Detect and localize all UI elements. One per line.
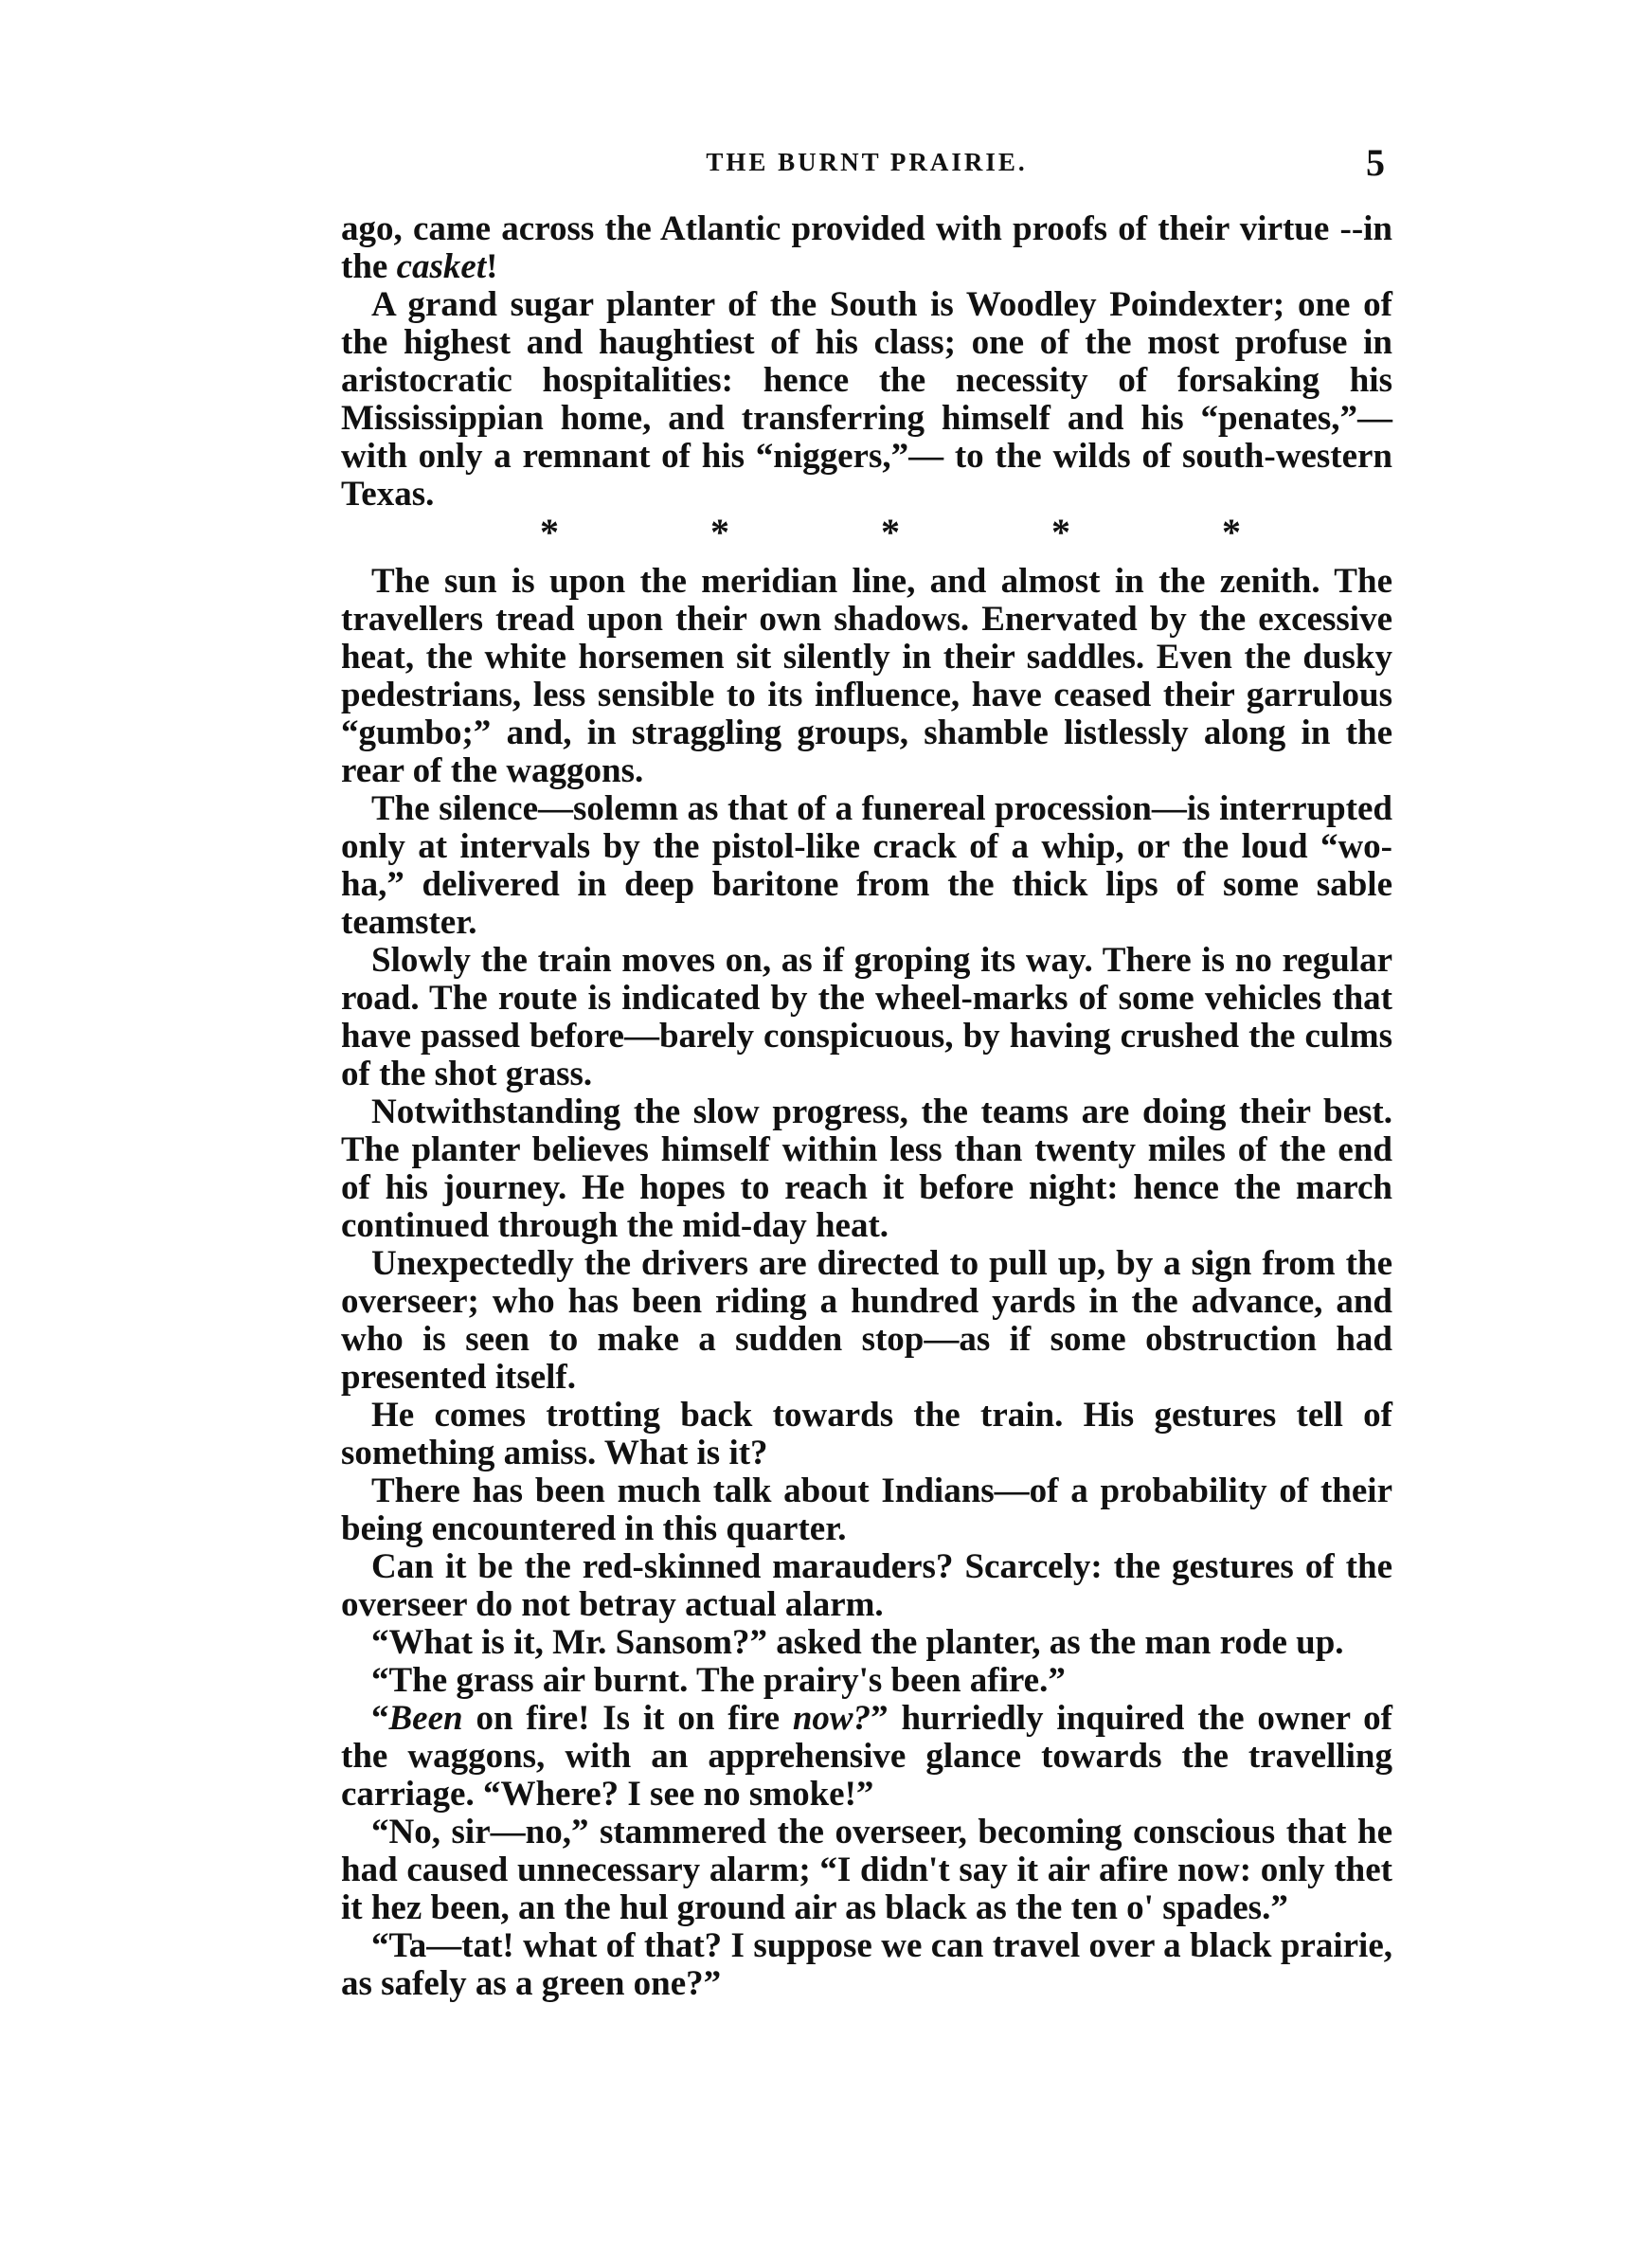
paragraph-13-emphasis-been: Been <box>388 1699 463 1738</box>
section-break <box>530 511 1250 553</box>
paragraph-13-text: on fire! Is it on fire <box>462 1699 793 1738</box>
paragraph-13-rest: ” hurriedly inquired the owner of the waggons, with an apprehensive glance towards the travelling carriage. “Where? I see no smoke!” <box>341 1699 1392 1814</box>
paragraph-8: He comes trotting back towards the train. His gestures tell of something amiss. What is it? <box>341 1396 1392 1472</box>
paragraph-11: “What is it, Mr. Sansom?” asked the planter, as the man rode up. <box>371 1623 1344 1662</box>
paragraph-10: Can it be the red-skinned marauders? Scarcely: the gestures of the overseer do not betray actual alarm. <box>341 1547 1392 1624</box>
paragraph-1-end: ! <box>486 247 498 286</box>
paragraph-12: “The grass air burnt. The prairy's been afire.” <box>371 1661 1066 1700</box>
paragraph-1-emphasis: casket <box>396 247 487 286</box>
asterism: * <box>881 511 900 553</box>
paragraph-9: There has been much talk about Indians—of a probability of their being encountered in this quarter. <box>341 1472 1392 1548</box>
paragraph-2: A grand sugar planter of the South is Woodley Poindexter; one of the highest and haughtiest of his class; one of the most profuse in aristocratic hospitalities: hence the necessity of forsaking his Mississippian home, and transferring himself and his “penates,”—with only a remnant of his “niggers,”— to the wilds of south-western Texas. <box>341 285 1392 514</box>
paragraph-1 <box>341 210 1392 286</box>
paragraph-14: “No, sir—no,” stammered the overseer, becoming conscious that he had caused unnecessary alarm; “I didn't say it air afire now: only thet it hez been, an the hul ground air as black as the ten o' spades.” <box>341 1813 1392 1927</box>
paragraph-7: Unexpectedly the drivers are directed to pull up, by a sign from the overseer; who has been riding a hundred yards in the advance, and who is seen to make a sudden stop—as if some obstruction had presented itself. <box>341 1244 1392 1397</box>
paragraph-1-text: ago, came across the Atlantic provided with proofs of their virtue --in the <box>341 209 1392 286</box>
asterism: * <box>1051 511 1070 553</box>
paragraph-13 <box>341 1700 1392 1814</box>
paragraph-6: Notwithstanding the slow progress, the teams are doing their best. The planter believes himself within less than twenty miles of the end of his journey. He hopes to reach it before night: hence the march continued through the mid-day heat. <box>341 1092 1392 1245</box>
paragraph-5: Slowly the train moves on, as if groping its way. There is no regular road. The route is indicated by the wheel-marks of some vehicles that have passed before—barely conspicuous, by having crushed the culms of the shot grass. <box>341 941 1392 1093</box>
asterism: * <box>1222 511 1241 553</box>
page-number: 5 <box>1366 141 1385 184</box>
paragraph-4: The silence—solemn as that of a funereal procession—is interrupted only at intervals by the pistol-like crack of a whip, or the loud “wo-ha,” delivered in deep baritone from the thick lips of some sable teamster. <box>341 789 1392 942</box>
paragraph-13-emphasis-now: now? <box>792 1699 871 1738</box>
running-title: THE BURNT PRAIRIE. <box>706 148 1028 176</box>
asterism: * <box>710 511 729 553</box>
body-text <box>341 210 1392 2003</box>
paragraph-15: “Ta—tat! what of that? I suppose we can travel over a black prairie, as safely as a green one?” <box>341 1926 1392 2003</box>
paragraph-3: The sun is upon the meridian line, and almost in the zenith. The travellers tread upon their own shadows. Enervated by the excessive heat, the white horsemen sit silently in their saddles. Even the dusky pedestrians, less sensible to its influence, have ceased their garrulous “gumbo;” and, in straggling groups, shamble listlessly along in the rear of the waggons. <box>341 562 1392 790</box>
asterism: * <box>540 511 559 553</box>
paragraph-13-quote: “ <box>371 1699 389 1738</box>
running-head <box>341 140 1392 188</box>
